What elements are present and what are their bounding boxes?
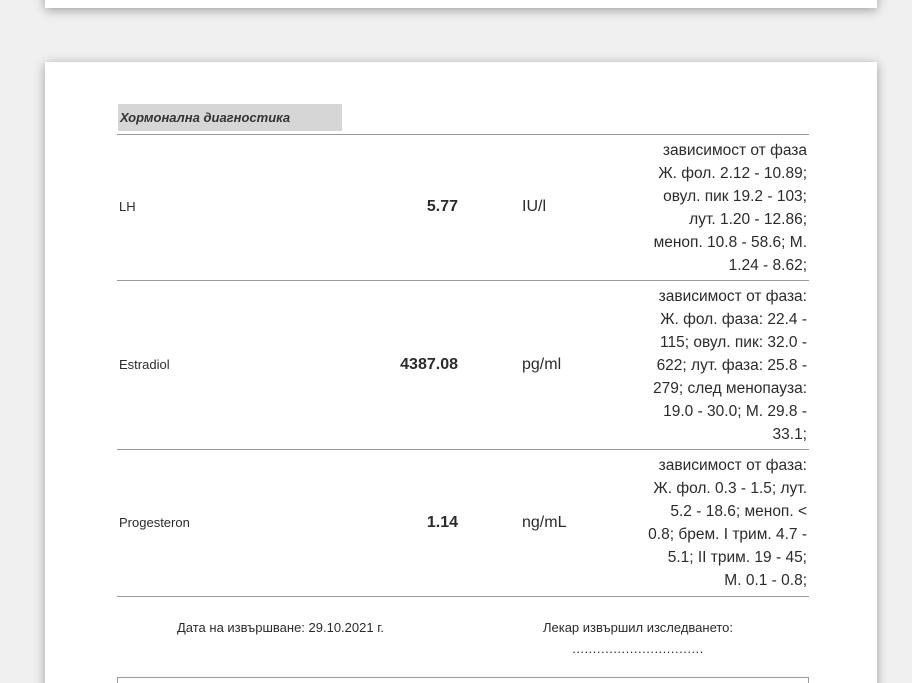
execution-date: Дата на извършване: 29.10.2021 г. bbox=[177, 620, 384, 635]
test-unit: ng/mL bbox=[522, 514, 567, 531]
table-row bbox=[117, 450, 809, 597]
test-unit: IU/l bbox=[522, 198, 546, 215]
test-unit: pg/ml bbox=[522, 356, 562, 373]
signature-line: ................................ bbox=[572, 641, 704, 656]
test-value: 4387.08 bbox=[400, 356, 458, 373]
section-title: Хормонална диагностика bbox=[118, 104, 342, 131]
test-name: LH bbox=[119, 199, 136, 214]
previous-page bbox=[45, 0, 877, 8]
test-value: 5.77 bbox=[426, 198, 458, 215]
reference-range: зависимост от фаза Ж. фол. 2.12 - 10.89; овул. пик 19.2 - 103; лут. 1.20 - 12.86; меноп. 10.8 - 58.6; М. 1.24 - 8.62; bbox=[653, 142, 807, 274]
lab-results-table bbox=[117, 134, 809, 597]
test-name: Estradiol bbox=[119, 357, 170, 372]
doctor-signature-block bbox=[538, 620, 738, 656]
reference-range: зависимост от фаза: Ж. фол. фаза: 22.4 - 115; овул. пик: 32.0 - 622; лут. фаза: 25.8 - 279; след менопауза: 19.0 - 30.0; М. 29.8 - 33.1; bbox=[653, 288, 807, 443]
doctor-label: Лекар извършил изследването: bbox=[542, 620, 734, 635]
current-page bbox=[45, 62, 877, 683]
table-row bbox=[117, 281, 809, 450]
test-name: Progesteron bbox=[119, 515, 190, 530]
test-value: 1.14 bbox=[426, 514, 458, 531]
reference-range: зависимост от фаза: Ж. фол. 0.3 - 1.5; лут. 5.2 - 18.6; меноп. < 0.8; брем. I трим. 4.7 - 5.1; II трим. 19 - 45; М. 0.1 - 0.8; bbox=[648, 457, 807, 589]
table-row bbox=[117, 135, 809, 281]
next-section-box bbox=[117, 677, 809, 683]
